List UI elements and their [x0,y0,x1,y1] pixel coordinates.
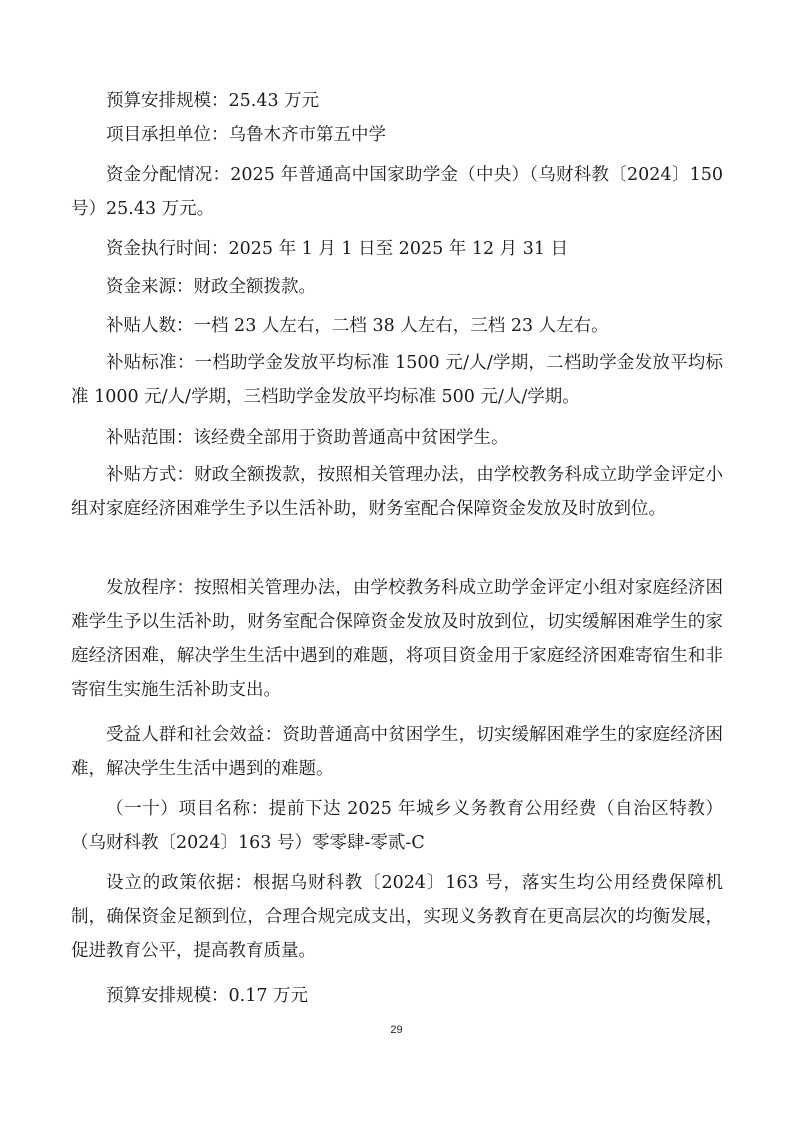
paragraph-budget-scale-2: 预算安排规模：0.17 万元 [106,986,309,1006]
paragraph-subsidy-scope: 补贴范围：该经费全部用于资助普通高中贫困学生。 [106,428,509,448]
paragraph-fund-source: 资金来源：财政全额拨款。 [106,277,316,297]
paragraph-subsidy-standard: 补贴标准：一档助学金发放平均标准 1500 元/人/学期，二档助学金发放平均标准 1000 元/人/学期，三档助学金发放平均标准 500 元/人/学期。 [71,353,723,407]
paragraph-policy-basis: 设立的政策依据：根据乌财科教〔2024〕163 号，落实生均公用经费保障机制，确保资金足额到位，合理合规完成支出，实现义务教育在更高层次的均衡发展，促进教育公平，提高教育质量。 [71,873,723,961]
page-number: 29 [390,1024,403,1036]
paragraph-subsidy-method: 补贴方式：财政全额拨款，按照相关管理办法，由学校教务科成立助学金评定小组对家庭经济困难学生予以生活补助，财务室配合保障资金发放及时放到位。 [71,465,723,519]
paragraph-beneficiaries: 受益人群和社会效益：资助普通高中贫困学生，切实缓解困难学生的家庭经济困难，解决学生生活中遇到的难题。 [71,725,723,779]
paragraph-execution-time: 资金执行时间：2025 年 1 月 1 日至 2025 年 12 月 31 日 [106,239,569,259]
paragraph-project-name: （一十）项目名称：提前下达 2025 年城乡义务教育公用经费（自治区特教）（乌财科教〔2024〕163 号）零零肆-零贰-C [71,799,723,853]
paragraph-budget-scale: 预算安排规模：25.43 万元 [106,91,320,111]
paragraph-fund-allocation: 资金分配情况：2025 年普通高中国家助学金（中央）（乌财科教〔2024〕150 号）25.43 万元。 [71,165,723,219]
paragraph-distribution-procedure: 发放程序：按照相关管理办法，由学校教务科成立助学金评定小组对家庭经济困难学生予以生活补助，财务室配合保障资金发放及时放到位，切实缓解困难学生的家庭经济困难，解决学生生活中遇到的难题，将项目资金用于家庭经济困难寄宿生和非寄宿生实施生活补助支出。 [71,578,723,700]
paragraph-responsible-unit: 项目承担单位：乌鲁木齐市第五中学 [106,125,386,145]
paragraph-subsidy-count: 补贴人数：一档 23 人左右，二档 38 人左右，三档 23 人左右。 [106,316,609,336]
